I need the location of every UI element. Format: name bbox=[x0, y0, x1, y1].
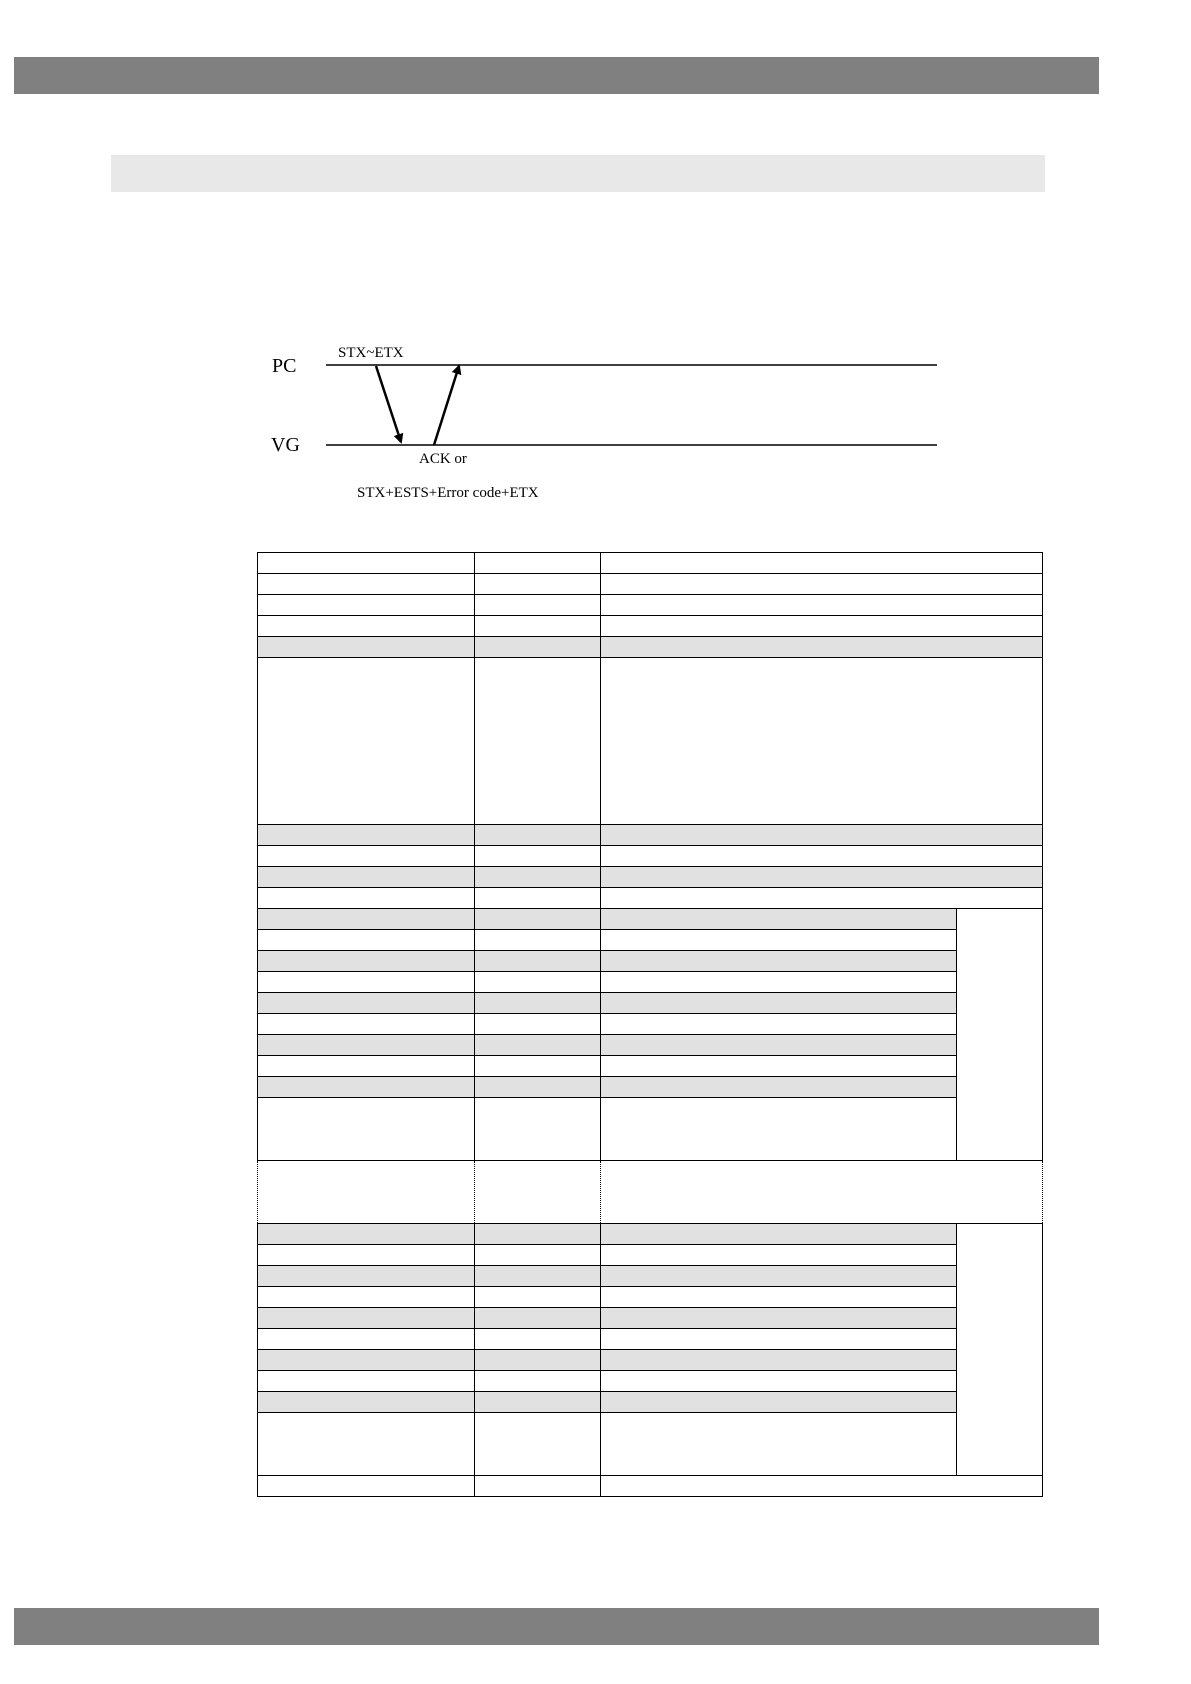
table-row bbox=[258, 1245, 1043, 1266]
table-row bbox=[258, 1077, 1043, 1098]
table-cell-value bbox=[475, 846, 601, 867]
table-cell-value bbox=[475, 1266, 601, 1287]
table-cell-description bbox=[601, 1371, 957, 1392]
table-row bbox=[258, 574, 1043, 595]
table-cell-value bbox=[475, 574, 601, 595]
table-cell-description bbox=[601, 846, 1043, 867]
table-row bbox=[258, 1392, 1043, 1413]
reply-arrow bbox=[434, 366, 459, 445]
table-cell-item bbox=[258, 1224, 475, 1245]
table-cell-description bbox=[601, 909, 957, 930]
table-cell-description bbox=[601, 825, 1043, 846]
table-row bbox=[258, 1161, 1043, 1224]
table-row bbox=[258, 825, 1043, 846]
table-cell-value bbox=[475, 867, 601, 888]
table-cell-item bbox=[258, 1392, 475, 1413]
table-cell-item bbox=[258, 1371, 475, 1392]
table-cell-item bbox=[258, 1308, 475, 1329]
table-cell-item bbox=[258, 553, 475, 574]
table-cell-description bbox=[601, 1098, 957, 1161]
table-cell-description bbox=[601, 972, 957, 993]
table-cell-description bbox=[601, 930, 957, 951]
table-row bbox=[258, 1350, 1043, 1371]
table-row bbox=[258, 930, 1043, 951]
table-cell-value bbox=[475, 1476, 601, 1497]
table-cell-description bbox=[601, 1035, 957, 1056]
table-cell-description bbox=[601, 1077, 957, 1098]
page-footer-bar bbox=[14, 1608, 1099, 1645]
table-cell-item bbox=[258, 1266, 475, 1287]
table-cell-value bbox=[475, 1287, 601, 1308]
table-cell-item bbox=[258, 595, 475, 616]
table-cell-description bbox=[601, 867, 1043, 888]
table-cell-value bbox=[475, 1308, 601, 1329]
table-cell-item bbox=[258, 1413, 475, 1476]
table-cell-item bbox=[258, 951, 475, 972]
table-cell-value bbox=[475, 1413, 601, 1476]
table-row bbox=[258, 909, 1043, 930]
table-row bbox=[258, 867, 1043, 888]
table-row bbox=[258, 616, 1043, 637]
table-cell-value bbox=[475, 616, 601, 637]
table-row bbox=[258, 1413, 1043, 1476]
table-row bbox=[258, 1098, 1043, 1161]
table-cell-item bbox=[258, 1476, 475, 1497]
table-cell-item bbox=[258, 825, 475, 846]
table-cell-description bbox=[601, 553, 1043, 574]
spec-table-body bbox=[258, 553, 1043, 1497]
table-cell-item bbox=[258, 1098, 475, 1161]
table-cell-item bbox=[258, 1245, 475, 1266]
table-cell-description bbox=[601, 574, 1043, 595]
table-cell-item bbox=[258, 1035, 475, 1056]
table-cell-value bbox=[475, 1098, 601, 1161]
reply-label-line2: STX+ESTS+Error code+ETX bbox=[357, 485, 539, 501]
table-cell-description bbox=[601, 595, 1043, 616]
send-label: STX~ETX bbox=[338, 345, 404, 361]
table-cell-value bbox=[475, 1329, 601, 1350]
table-cell-description bbox=[601, 1329, 957, 1350]
table-row bbox=[258, 1056, 1043, 1077]
table-row bbox=[258, 1287, 1043, 1308]
table-cell-description bbox=[601, 1245, 957, 1266]
table-cell-description bbox=[601, 888, 1043, 909]
table-row bbox=[258, 637, 1043, 658]
table-cell-item bbox=[258, 1056, 475, 1077]
table-cell-description bbox=[601, 637, 1043, 658]
table-cell-value bbox=[475, 1035, 601, 1056]
table-cell-value bbox=[475, 1014, 601, 1035]
table-cell-description bbox=[601, 1413, 957, 1476]
table-cell-value bbox=[475, 658, 601, 825]
table-cell-value bbox=[475, 1371, 601, 1392]
table-cell-item bbox=[258, 574, 475, 595]
table-cell-value bbox=[475, 888, 601, 909]
table-row bbox=[258, 1371, 1043, 1392]
table-cell-value bbox=[475, 1350, 601, 1371]
table-row bbox=[258, 553, 1043, 574]
table-row bbox=[258, 993, 1043, 1014]
table-cell-description bbox=[601, 1014, 957, 1035]
vg-label: VG bbox=[271, 434, 300, 456]
table-cell-item bbox=[258, 1350, 475, 1371]
table-cell-value bbox=[475, 1161, 601, 1224]
table-cell-value bbox=[475, 972, 601, 993]
table-row bbox=[258, 658, 1043, 825]
table-cell-item bbox=[258, 888, 475, 909]
table-cell-value bbox=[475, 951, 601, 972]
table-cell-description bbox=[601, 1161, 1043, 1224]
table-cell-value bbox=[475, 930, 601, 951]
table-cell-item bbox=[258, 846, 475, 867]
table-cell-value bbox=[475, 993, 601, 1014]
table-cell-item bbox=[258, 972, 475, 993]
table-cell-description bbox=[601, 951, 957, 972]
table-row bbox=[258, 951, 1043, 972]
table-cell-group-note bbox=[957, 1224, 1043, 1476]
table-cell-value bbox=[475, 1077, 601, 1098]
table-cell-value bbox=[475, 1056, 601, 1077]
table-cell-item bbox=[258, 993, 475, 1014]
pc-label: PC bbox=[272, 355, 297, 377]
table-row bbox=[258, 846, 1043, 867]
table-row bbox=[258, 1014, 1043, 1035]
table-cell-value bbox=[475, 595, 601, 616]
communication-sequence-diagram bbox=[0, 0, 1191, 520]
table-cell-description bbox=[601, 1476, 1043, 1497]
table-cell-description bbox=[601, 1308, 957, 1329]
table-cell-item bbox=[258, 1287, 475, 1308]
table-cell-value bbox=[475, 825, 601, 846]
table-row bbox=[258, 1476, 1043, 1497]
table-cell-description bbox=[601, 1266, 957, 1287]
table-cell-description bbox=[601, 1287, 957, 1308]
table-cell-description bbox=[601, 1350, 957, 1371]
table-cell-description bbox=[601, 1224, 957, 1245]
table-cell-description bbox=[601, 616, 1043, 637]
table-cell-description bbox=[601, 658, 1043, 825]
table-row bbox=[258, 1329, 1043, 1350]
table-cell-item bbox=[258, 867, 475, 888]
table-row bbox=[258, 1224, 1043, 1245]
spec-table bbox=[257, 552, 1043, 1497]
table-row bbox=[258, 1308, 1043, 1329]
table-cell-value bbox=[475, 1224, 601, 1245]
table-cell-item bbox=[258, 909, 475, 930]
table-cell-value bbox=[475, 553, 601, 574]
table-cell-item bbox=[258, 1329, 475, 1350]
table-cell-item bbox=[258, 658, 475, 825]
table-cell-value bbox=[475, 1392, 601, 1413]
table-cell-value bbox=[475, 909, 601, 930]
table-cell-item bbox=[258, 1161, 475, 1224]
table-cell-description bbox=[601, 1392, 957, 1413]
table-cell-value bbox=[475, 1245, 601, 1266]
table-row bbox=[258, 972, 1043, 993]
table-cell-description bbox=[601, 1056, 957, 1077]
table-row bbox=[258, 888, 1043, 909]
reply-label-line1: ACK or bbox=[419, 451, 467, 467]
table-cell-item bbox=[258, 1077, 475, 1098]
table-cell-value bbox=[475, 637, 601, 658]
table-cell-item bbox=[258, 930, 475, 951]
table-cell-item bbox=[258, 637, 475, 658]
table-cell-item bbox=[258, 616, 475, 637]
send-arrow bbox=[376, 366, 401, 442]
table-cell-description bbox=[601, 993, 957, 1014]
table-row bbox=[258, 595, 1043, 616]
table-cell-group-note bbox=[957, 909, 1043, 1161]
table-row bbox=[258, 1035, 1043, 1056]
table-cell-item bbox=[258, 1014, 475, 1035]
table-row bbox=[258, 1266, 1043, 1287]
